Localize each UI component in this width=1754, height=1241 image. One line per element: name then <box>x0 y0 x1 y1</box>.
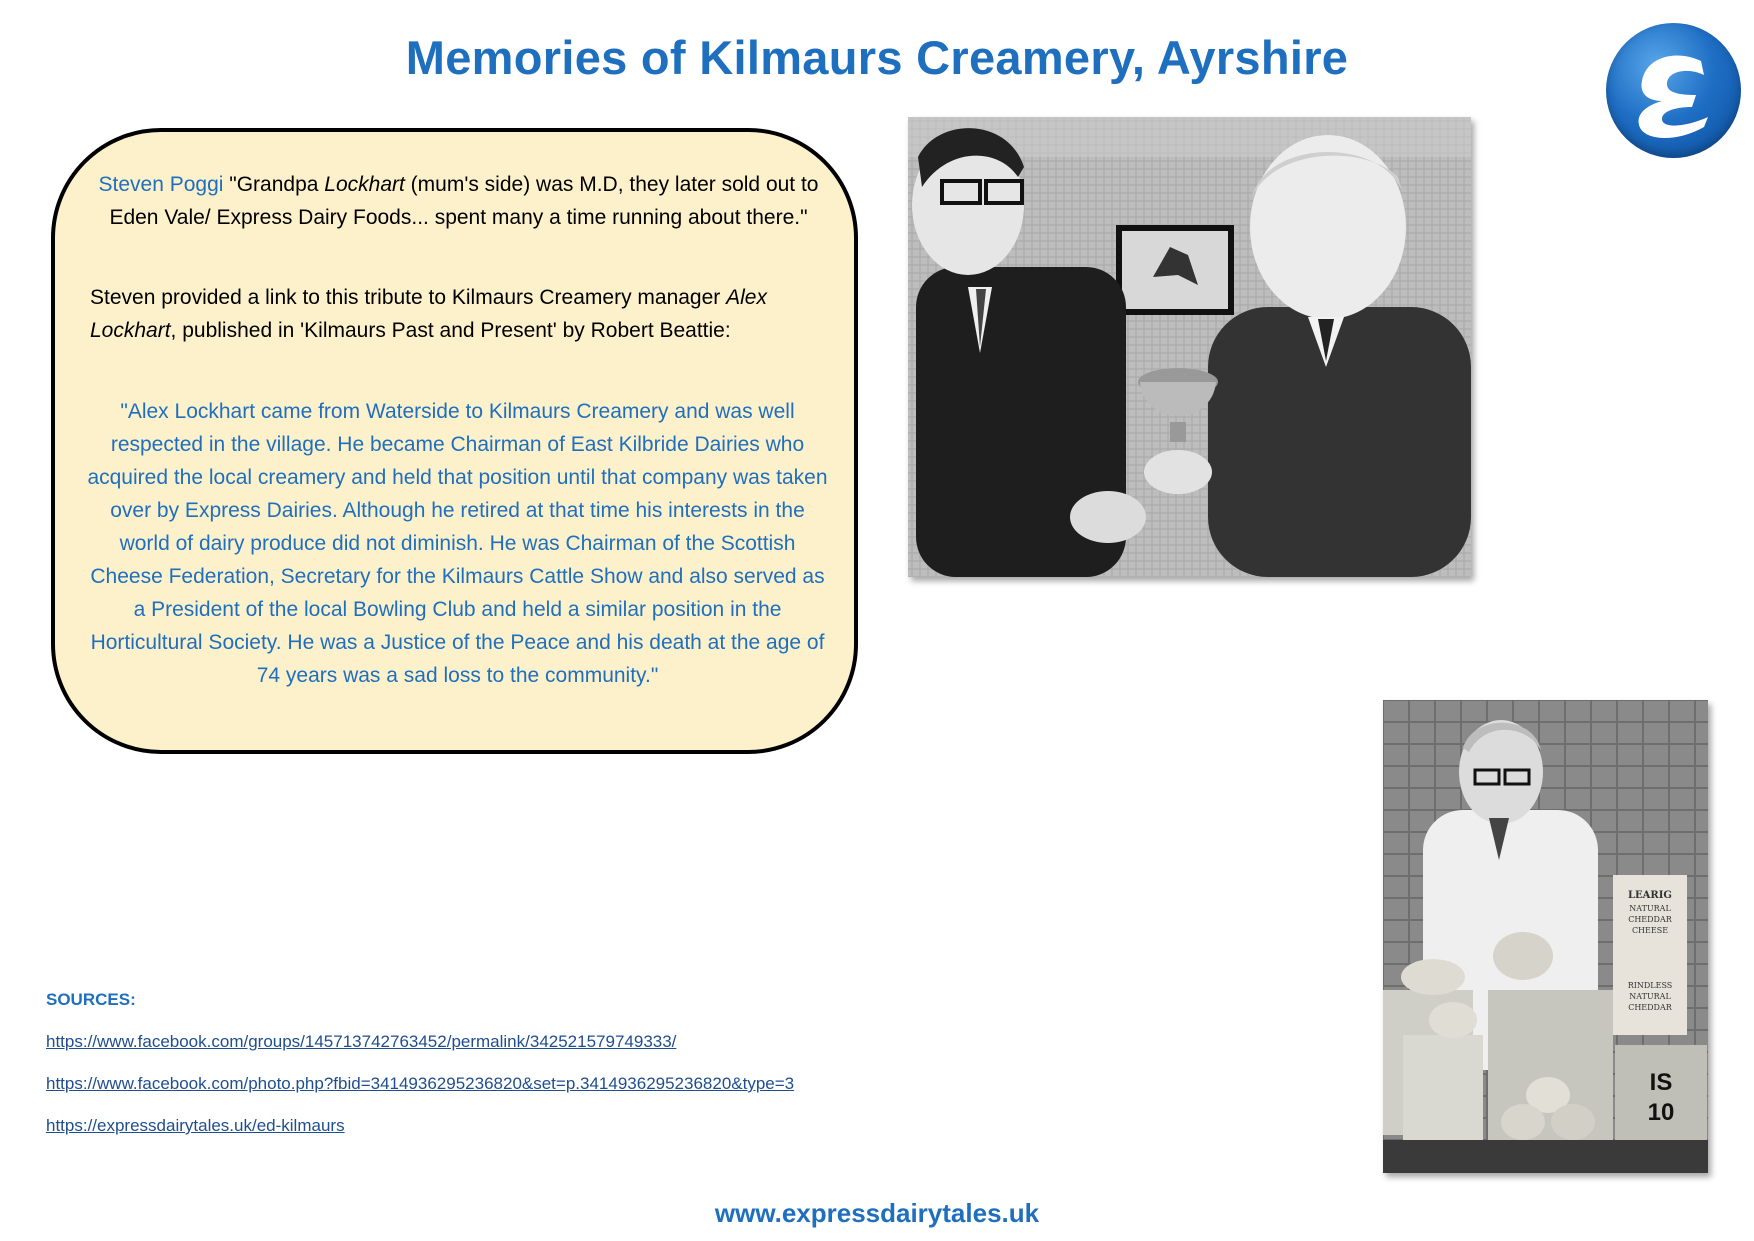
source-link-1[interactable]: https://www.facebook.com/groups/145713742763452/permalink/342521579749333/ <box>46 1032 677 1051</box>
box-label-1: LEARIG <box>1628 890 1672 901</box>
box-label-6: NATURAL <box>1629 992 1671 1001</box>
express-e-logo-icon <box>1606 23 1741 158</box>
crate-label-1: IS <box>1649 1069 1673 1096</box>
source-link-2[interactable]: https://www.facebook.com/photo.php?fbid=3414936295236820&set=p.3414936295236820&type=3 <box>46 1074 795 1093</box>
quote-author: Steven Poggi <box>98 173 224 196</box>
box-label-3: CHEDDAR <box>1628 915 1672 924</box>
crate-label-2: 10 <box>1647 1099 1675 1126</box>
box-label-5: RINDLESS <box>1627 981 1673 990</box>
photo-handshake-trophy <box>908 117 1471 577</box>
photo-man-with-cheese <box>1383 700 1708 1173</box>
context-paragraph: Steven provided a link to this tribute to Kilmaurs Creamery manager Alex Lockhart, published in 'Kilmaurs Past and Present' by Robert Beattie: <box>90 286 767 342</box>
box-label-2: NATURAL <box>1629 904 1671 913</box>
box-label-7: CHEDDAR <box>1628 1003 1672 1012</box>
page-title: Memories of Kilmaurs Creamery, Ayrshire <box>405 31 1349 84</box>
quote-box <box>51 128 858 754</box>
sources-heading: SOURCES: <box>46 990 136 1009</box>
box-label-4: CHEESE <box>1631 926 1669 935</box>
source-link-3[interactable]: https://expressdairytales.uk/ed-kilmaurs <box>46 1116 345 1135</box>
intro-quote: Steven Poggi "Grandpa Lockhart (mum's side) was M.D, they later sold out to Eden Vale/ Express Dairy Foods... spent many a time running about there." <box>98 173 819 229</box>
footer-website: www.expressdairytales.uk <box>714 1198 1040 1228</box>
tribute-quote: "Alex Lockhart came from Waterside to Kilmaurs Creamery and was well respected in the village. He became Chairman of East Kilbride Dairies who acquired the local creamery and held that position until that company was taken over by Express Dairies. Although he retired at that time his interests in the world of dairy produce did not diminish. He was Chairman of the Scottish Cheese Federation, Secretary for the Kilmaurs Cattle Show and also served as a President of the local Bowling Club and held a similar position in the Horticultural Society. He was a Justice of the Peace and his death at the age of 74 years was a sad loss to the community." <box>87 400 828 687</box>
